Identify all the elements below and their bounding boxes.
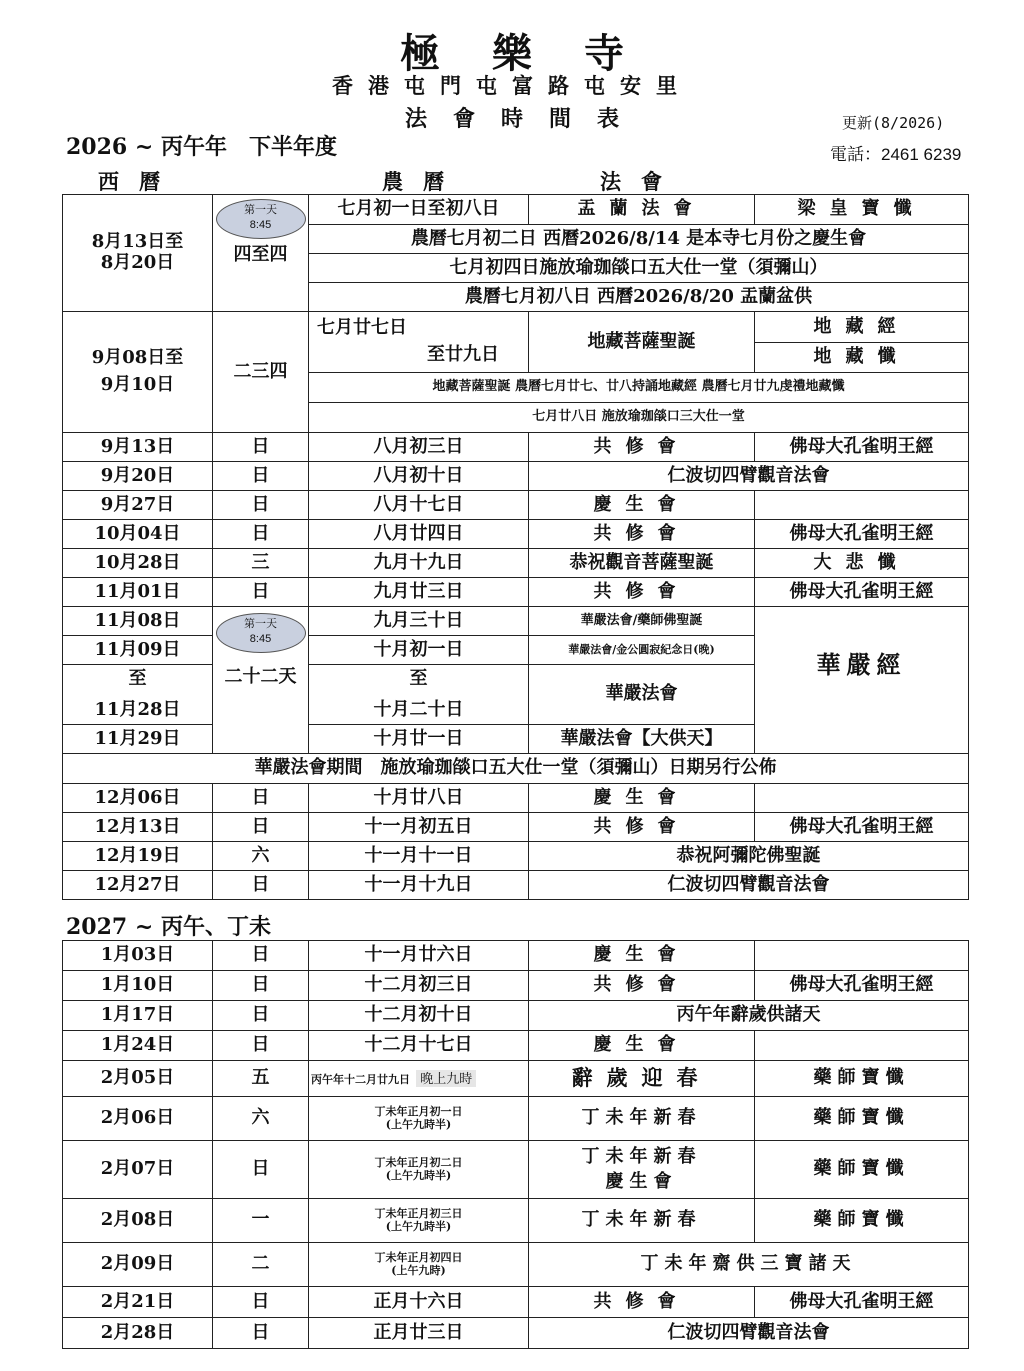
ceremony-cell: 辭歲迎春 <box>529 1061 755 1097</box>
date-cell: 9月13日 <box>63 433 213 462</box>
table-row <box>63 784 969 813</box>
date-cell: 1月24日 <box>63 1031 213 1061</box>
table-row <box>63 520 969 549</box>
weekday-cell: 日 <box>213 578 309 607</box>
lunar-cell: 正月十六日 <box>309 1287 529 1318</box>
lunar-cell: 八月初十日 <box>309 462 529 491</box>
date-cell: 8月13日至 8月20日 <box>63 195 213 312</box>
lunar-cell: 丁未年正月初一日 (上午九時半) <box>309 1097 529 1141</box>
schedule-table-2026 <box>62 194 969 900</box>
weekday-cell: 二三四 <box>213 312 309 433</box>
lunar-cell: 至 十月二十日 <box>309 665 529 725</box>
note-cell: 七月廿八日 施放瑜珈燄口三大仕一堂 <box>309 403 969 433</box>
sutra-cell <box>755 1031 969 1061</box>
sutra-cell: 地藏懺 <box>755 343 969 373</box>
date-cell: 10月28日 <box>63 549 213 578</box>
sutra-cell: 華嚴經 <box>755 607 969 754</box>
date-cell: 2月28日 <box>63 1318 213 1349</box>
lunar-cell: 十二月初十日 <box>309 1001 529 1031</box>
sutra-cell: 佛母大孔雀明王經 <box>755 578 969 607</box>
ceremony-cell: 共修會 <box>529 520 755 549</box>
ceremony-cell: 共修會 <box>529 971 755 1001</box>
sutra-cell: 梁皇寶懺 <box>755 195 969 225</box>
lunar-cell: 十月廿八日 <box>309 784 529 813</box>
note-cell: 農曆七月初二日 西曆2026/8/14 是本寺七月份之慶生會 <box>309 225 969 254</box>
sutra-cell: 藥師寶懺 <box>755 1061 969 1097</box>
weekday-cell: 六 <box>213 1097 309 1141</box>
ceremony-cell: 慶生會 <box>529 491 755 520</box>
weekday-cell: 日 <box>213 1318 309 1349</box>
sutra-cell: 大悲懺 <box>755 549 969 578</box>
ceremony-cell: 丁未年齋供三寶諸天 <box>529 1243 969 1287</box>
date-cell: 2月08日 <box>63 1199 213 1243</box>
weekday-cell: 三 <box>213 549 309 578</box>
sutra-cell: 地藏經 <box>755 312 969 343</box>
date-cell: 至 11月28日 <box>63 665 213 725</box>
ceremony-cell: 仁波切四臂觀音法會 <box>529 871 969 900</box>
date-cell: 1月17日 <box>63 1001 213 1031</box>
lunar-cell: 十二月初三日 <box>309 971 529 1001</box>
date-cell: 1月10日 <box>63 971 213 1001</box>
column-header-western: 西曆 <box>98 169 180 194</box>
date-cell: 11月01日 <box>63 578 213 607</box>
ceremony-cell: 仁波切四臂觀音法會 <box>529 462 969 491</box>
date-cell: 12月27日 <box>63 871 213 900</box>
schedule-table-2027 <box>62 940 969 1349</box>
date-cell: 2月06日 <box>63 1097 213 1141</box>
first-day-badge: 第一天 8:45 <box>216 199 306 239</box>
lunar-cell: 丁未年正月初三日 (上午九時半) <box>309 1199 529 1243</box>
date-cell: 1月03日 <box>63 941 213 971</box>
weekday-cell: 日 <box>213 520 309 549</box>
note-cell: 農曆七月初八日 西曆2026/8/20 盂蘭盆供 <box>309 283 969 312</box>
date-cell: 9月20日 <box>63 462 213 491</box>
date-cell: 11月08日 <box>63 607 213 636</box>
sutra-cell: 藥師寶懺 <box>755 1141 969 1199</box>
lunar-cell: 十一月十九日 <box>309 871 529 900</box>
weekday-cell: 日 <box>213 784 309 813</box>
sutra-cell: 藥師寶懺 <box>755 1097 969 1141</box>
weekday-cell: 日 <box>213 491 309 520</box>
table-row <box>63 1031 969 1061</box>
lunar-cell: 十一月初五日 <box>309 813 529 842</box>
ceremony-cell: 華嚴法會/金公圓寂紀念日(晚) <box>529 636 755 665</box>
ceremony-cell: 共修會 <box>529 1287 755 1318</box>
date-cell: 12月13日 <box>63 813 213 842</box>
ceremony-cell: 共修會 <box>529 433 755 462</box>
date-cell: 11月29日 <box>63 725 213 754</box>
ceremony-cell: 丙午年辭歲供諸天 <box>529 1001 969 1031</box>
ceremony-cell: 仁波切四臂觀音法會 <box>529 1318 969 1349</box>
weekday-cell: 日 <box>213 1141 309 1199</box>
sutra-cell: 佛母大孔雀明王經 <box>755 971 969 1001</box>
ceremony-cell: 地藏菩薩聖誕 <box>529 312 755 373</box>
schedule-title: 法會時間表 <box>404 106 645 132</box>
weekday-cell: 日 <box>213 1031 309 1061</box>
column-header-ceremony: 法會 <box>600 169 682 194</box>
weekday-cell: 日 <box>213 941 309 971</box>
sutra-cell <box>755 941 969 971</box>
sutra-cell <box>755 491 969 520</box>
lunar-cell: 丙午年十二月廿九日 晚上九時 <box>309 1061 529 1097</box>
weekday-cell: 日 <box>213 971 309 1001</box>
table-row <box>63 433 969 462</box>
ceremony-cell: 華嚴法會【大供天】 <box>529 725 755 754</box>
ceremony-cell: 丁未年新春 <box>529 1199 755 1243</box>
first-day-badge: 第一天 8:45 <box>216 613 306 653</box>
lunar-cell: 丁未年正月初四日 (上午九時) <box>309 1243 529 1287</box>
table-row <box>63 462 969 491</box>
weekday-cell: 第一天 8:45 二十二天 <box>213 607 309 754</box>
note-cell: 華嚴法會期間 施放瑜珈燄口五大仕一堂（須彌山）日期另行公佈 <box>63 754 969 784</box>
ceremony-cell: 慶生會 <box>529 784 755 813</box>
table-row <box>63 971 969 1001</box>
weekday-cell: 二 <box>213 1243 309 1287</box>
time-tag: 晚上九時 <box>416 1070 476 1087</box>
lunar-cell: 十一月廿六日 <box>309 941 529 971</box>
weekday-cell: 一 <box>213 1199 309 1243</box>
lunar-cell: 八月十七日 <box>309 491 529 520</box>
lunar-cell: 九月三十日 <box>309 607 529 636</box>
date-cell: 10月04日 <box>63 520 213 549</box>
lunar-cell: 十月廿一日 <box>309 725 529 754</box>
date-cell: 11月09日 <box>63 636 213 665</box>
ceremony-cell: 恭祝觀音菩薩聖誕 <box>529 549 755 578</box>
lunar-cell: 十一月十一日 <box>309 842 529 871</box>
lunar-cell: 十月初一日 <box>309 636 529 665</box>
updated-date: 更新(8/2026) <box>842 114 945 132</box>
ceremony-cell: 慶生會 <box>529 941 755 971</box>
table-row <box>63 1001 969 1031</box>
date-cell: 2月21日 <box>63 1287 213 1318</box>
ceremony-cell: 慶生會 <box>529 1031 755 1061</box>
weekday-cell: 日 <box>213 1001 309 1031</box>
ceremony-cell: 盂蘭法會 <box>529 195 755 225</box>
sutra-cell: 佛母大孔雀明王經 <box>755 1287 969 1318</box>
sutra-cell: 佛母大孔雀明王經 <box>755 433 969 462</box>
ceremony-cell: 共修會 <box>529 813 755 842</box>
lunar-cell: 十二月十七日 <box>309 1031 529 1061</box>
lunar-cell: 九月十九日 <box>309 549 529 578</box>
sutra-cell: 佛母大孔雀明王經 <box>755 813 969 842</box>
date-cell: 9月27日 <box>63 491 213 520</box>
lunar-cell: 七月廿七日 至廿九日 <box>309 312 529 373</box>
lunar-cell: 正月廿三日 <box>309 1318 529 1349</box>
lunar-cell: 丁未年正月初二日 (上午九時半) <box>309 1141 529 1199</box>
ceremony-cell: 恭祝阿彌陀佛聖誕 <box>529 842 969 871</box>
weekday-cell: 日 <box>213 813 309 842</box>
lunar-cell: 七月初一日至初八日 <box>309 195 529 225</box>
date-cell: 9月08日至 9月10日 <box>63 312 213 433</box>
temple-address: 香港屯門屯富路屯安里 <box>332 73 692 98</box>
ceremony-cell: 丁未年新春 <box>529 1097 755 1141</box>
date-cell: 2月09日 <box>63 1243 213 1287</box>
sutra-cell: 佛母大孔雀明王經 <box>755 520 969 549</box>
lunar-cell: 八月廿四日 <box>309 520 529 549</box>
table-row <box>63 813 969 842</box>
date-cell: 2月07日 <box>63 1141 213 1199</box>
note-cell: 七月初四日施放瑜珈燄口五大仕一堂（須彌山） <box>309 254 969 283</box>
weekday-cell: 日 <box>213 433 309 462</box>
column-header-lunar: 農曆 <box>382 169 464 194</box>
ceremony-cell: 丁未年新春 慶生會 <box>529 1141 755 1199</box>
table-row <box>63 578 969 607</box>
table-row <box>63 491 969 520</box>
weekday-cell: 日 <box>213 871 309 900</box>
weekday-cell: 五 <box>213 1061 309 1097</box>
table-row <box>63 549 969 578</box>
sutra-cell <box>755 784 969 813</box>
lunar-cell: 八月初三日 <box>309 433 529 462</box>
sutra-cell: 藥師寶懺 <box>755 1199 969 1243</box>
table-row <box>63 871 969 900</box>
section-title-2026: 2026 ~ 丙午年 下半年度 <box>66 134 337 160</box>
weekday-cell: 六 <box>213 842 309 871</box>
lunar-cell: 九月廿三日 <box>309 578 529 607</box>
table-row <box>63 842 969 871</box>
table-row <box>63 941 969 971</box>
date-cell: 12月19日 <box>63 842 213 871</box>
weekday-cell: 第一天 8:45 四至四 <box>213 195 309 312</box>
ceremony-cell: 華嚴法會/藥師佛聖誕 <box>529 607 755 636</box>
ceremony-cell: 共修會 <box>529 578 755 607</box>
date-cell: 2月05日 <box>63 1061 213 1097</box>
note-cell: 地藏菩薩聖誕 農曆七月廿七、廿八持誦地藏經 農曆七月廿九虔禮地藏懺 <box>309 373 969 403</box>
ceremony-cell: 華嚴法會 <box>529 665 755 725</box>
date-cell: 12月06日 <box>63 784 213 813</box>
weekday-cell: 日 <box>213 1287 309 1318</box>
phone-number: 電話：2461 6239 <box>830 145 962 164</box>
section-title-2027: 2027 ~ 丙午、丁未 <box>66 914 271 940</box>
weekday-cell: 日 <box>213 462 309 491</box>
temple-name: 極樂寺 <box>400 30 676 77</box>
